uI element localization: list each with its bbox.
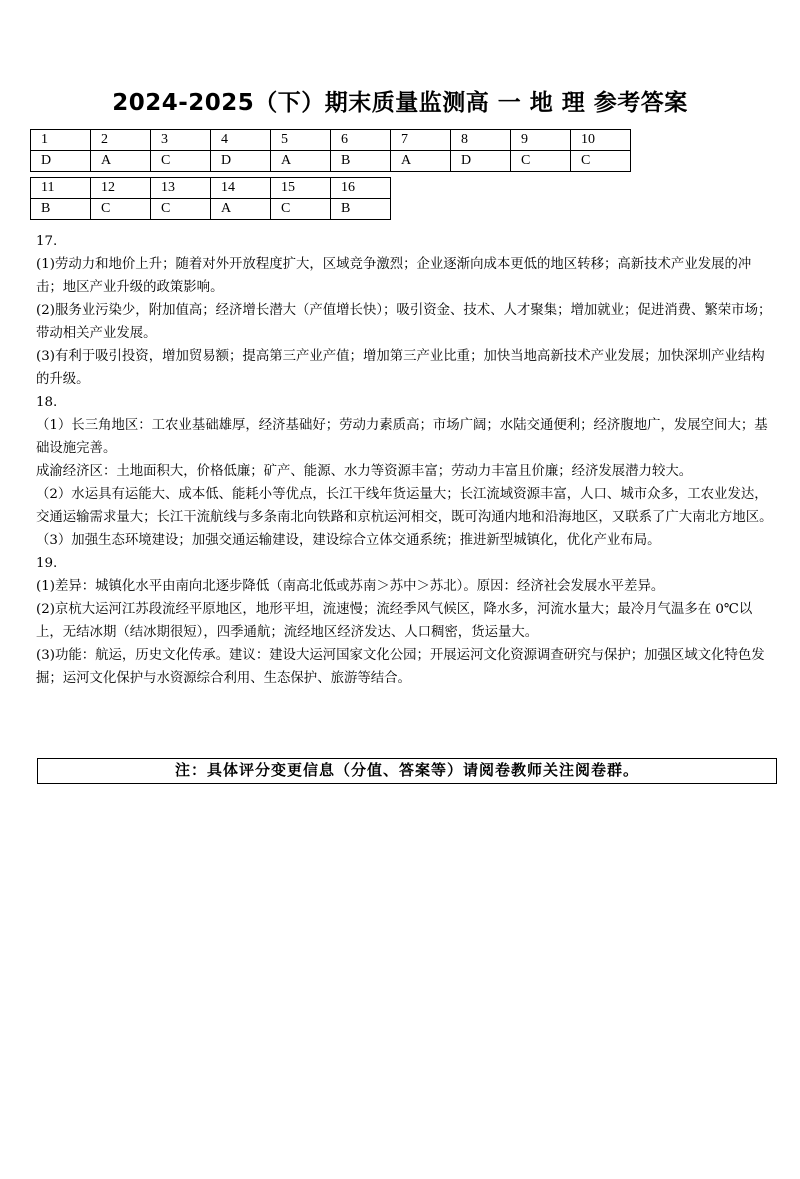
question-number-cell: 1 (31, 130, 91, 151)
answer-cell: C (151, 199, 211, 220)
answer-cell: B (331, 151, 391, 172)
answer-cell: C (91, 199, 151, 220)
question-heading: 19. (36, 556, 58, 571)
question-heading: 17. (36, 234, 58, 249)
answer-row (31, 199, 391, 220)
answer-table-11-16 (30, 177, 391, 220)
answer-cell: A (211, 199, 271, 220)
answer-paragraph: （3）加强生态环境建设；加强交通运输建设，建设综合立体交通系统；推进新型城镇化，优化产业布局。 (36, 533, 661, 548)
question-number-cell: 8 (451, 130, 511, 151)
answer-cell: D (211, 151, 271, 172)
answer-cell: D (451, 151, 511, 172)
question-number-cell: 3 (151, 130, 211, 151)
answer-table-1-10 (30, 129, 631, 172)
answer-cell: C (271, 199, 331, 220)
answer-paragraph: （2）水运具有运能大、成本低、能耗小等优点，长江干线年货运量大；长江流域资源丰富，人口、城市众多，工农业发达，交通运输需求量大；长江干流航线与多条南北向铁路和京杭运河相交，既可沟通内地和沿海地区，又联系了广大南北方地区。 (36, 487, 773, 525)
question-number-row (31, 178, 391, 199)
question-number-cell: 11 (31, 178, 91, 199)
answer-cell: A (391, 151, 451, 172)
question-heading: 18. (36, 395, 58, 410)
answer-cell: B (331, 199, 391, 220)
question-number-cell: 13 (151, 178, 211, 199)
answer-cell: B (31, 199, 91, 220)
question-number-cell: 9 (511, 130, 571, 151)
question-number-cell: 16 (331, 178, 391, 199)
answer-paragraph: (1)差异：城镇化水平由南向北逐步降低（南高北低或苏南＞苏中＞苏北）。原因：经济社会发展水平差异。 (36, 579, 665, 594)
page-title: 2024-2025（下）期末质量监测高 一 地 理 参考答案 (112, 90, 688, 116)
answer-cell: D (31, 151, 91, 172)
question-number-cell: 2 (91, 130, 151, 151)
answer-cell: C (571, 151, 631, 172)
answer-cell: C (511, 151, 571, 172)
answer-cell: A (91, 151, 151, 172)
question-number-row (31, 130, 631, 151)
answer-paragraph: (3)功能：航运，历史文化传承。建议：建设大运河国家文化公园；开展运河文化资源调查研究与保护；加强区域文化特色发掘；运河文化保护与水资源综合利用、生态保护、旅游等结合。 (36, 648, 765, 686)
answer-paragraph: 成渝经济区：土地面积大，价格低廉；矿产、能源、水力等资源丰富；劳动力丰富且价廉；经济发展潜力较大。 (36, 464, 693, 479)
answer-paragraph: (2)服务业污染少，附加值高；经济增长潜大（产值增长快）；吸引资金、技术、人才聚集；增加就业；促进消费、繁荣市场；带动相关产业发展。 (36, 303, 772, 341)
answer-paragraph: （1）长三角地区：工农业基础雄厚，经济基础好；劳动力素质高；市场广阔；水陆交通便利；经济腹地广，发展空间大；基础设施完善。 (36, 418, 768, 456)
answer-paragraph: (2)京杭大运河江苏段流经平原地区，地形平坦，流速慢；流经季风气候区，降水多，河流水量大；最冷月气温多在 0℃以上，无结冰期（结冰期很短），四季通航；流经地区经济发达、人口稠密，货运量大。 (36, 602, 753, 640)
question-number-cell: 12 (91, 178, 151, 199)
question-number-cell: 14 (211, 178, 271, 199)
question-number-cell: 6 (331, 130, 391, 151)
question-number-cell: 15 (271, 178, 331, 199)
answer-cell: A (271, 151, 331, 172)
answer-row (31, 151, 631, 172)
question-number-cell: 4 (211, 130, 271, 151)
grading-note-box: 注：具体评分变更信息（分值、答案等）请阅卷教师关注阅卷群。 (37, 758, 777, 784)
answer-paragraph: (3)有利于吸引投资，增加贸易额；提高第三产业产值；增加第三产业比重；加快当地高新技术产业发展；加快深圳产业结构的升级。 (36, 349, 765, 387)
answer-body (36, 230, 776, 690)
question-number-cell: 10 (571, 130, 631, 151)
question-number-cell: 5 (271, 130, 331, 151)
question-number-cell: 7 (391, 130, 451, 151)
answer-paragraph: (1)劳动力和地价上升；随着对外开放程度扩大，区域竞争激烈；企业逐渐向成本更低的地区转移；高新技术产业发展的冲击；地区产业升级的政策影响。 (36, 257, 752, 295)
answer-cell: C (151, 151, 211, 172)
